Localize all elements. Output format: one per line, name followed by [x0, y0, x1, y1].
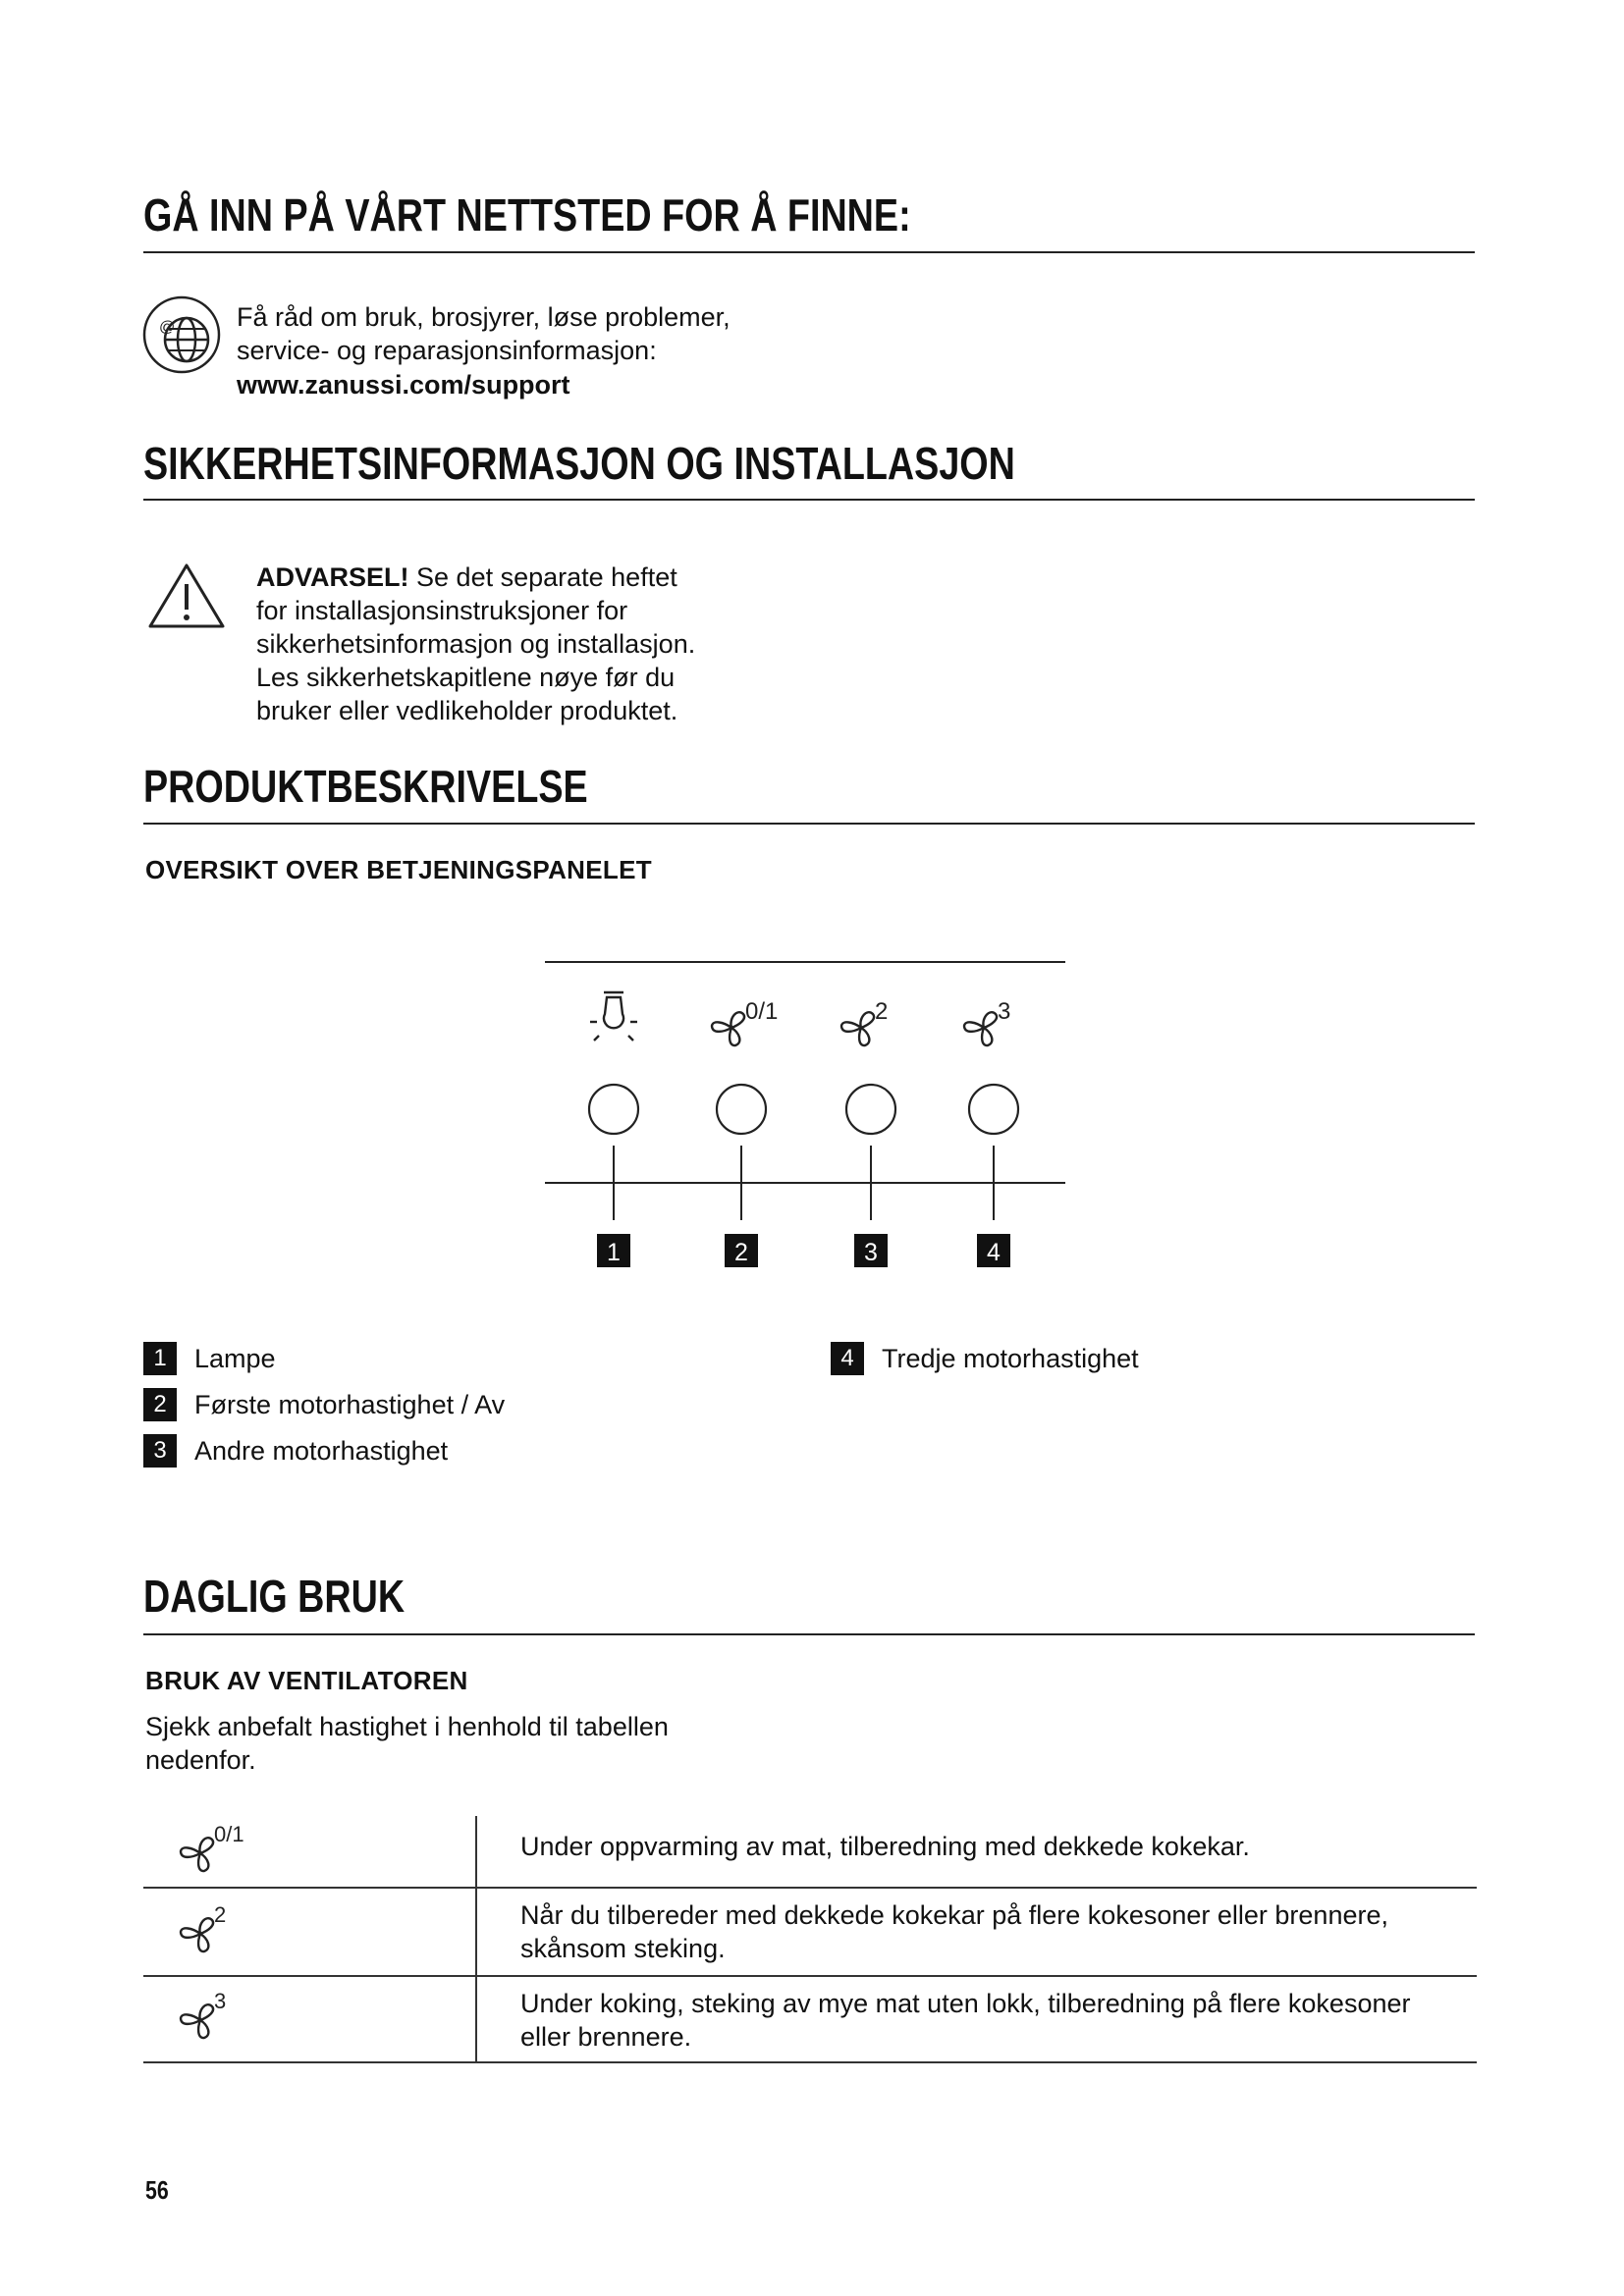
subheading-fan: BRUK AV VENTILATOREN	[145, 1666, 468, 1695]
heading-website: GÅ INN PÅ VÅRT NETTSTED FOR Å FINNE:	[143, 189, 911, 240]
fan-speed-3-label: 3	[998, 998, 1011, 1025]
heading-daily-use: DAGLIG BRUK	[143, 1571, 406, 1622]
warning-line-5: bruker eller vedlikeholder produktet.	[256, 696, 678, 725]
intro-line-1: Sjekk anbefalt hastighet i henhold til tabellen	[145, 1712, 669, 1741]
support-link[interactable]: www.zanussi.com/support	[237, 370, 570, 400]
web-globe-icon	[141, 294, 222, 375]
table-cell-line: Under koking, steking av mye mat uten lokk, tilberedning på flere kokesoner	[520, 1989, 1411, 2018]
heading-rule	[143, 251, 1475, 253]
warning-text: Se det separate heftet	[416, 562, 677, 592]
legend-number: 4	[831, 1342, 864, 1375]
warning-label: ADVARSEL!	[256, 562, 409, 592]
legend-number: 1	[143, 1342, 177, 1375]
legend-text: Første motorhastighet / Av	[194, 1389, 506, 1419]
callout-2: 2	[734, 1239, 748, 1266]
heading-rule	[143, 1633, 1475, 1635]
table-speed-label: 3	[214, 1989, 227, 2013]
callout-4: 4	[987, 1239, 1001, 1266]
heading-product: PRODUKTBESKRIVELSE	[143, 761, 588, 812]
table-cell-line: skånsom steking.	[520, 1934, 726, 1963]
heading-rule	[143, 499, 1475, 501]
table-cell-line: eller brennere.	[520, 2022, 692, 2052]
fan-speed-2-label: 2	[875, 998, 889, 1025]
table-speed-label: 2	[214, 1902, 227, 1927]
heading-safety: SIKKERHETSINFORMASJON OG INSTALLASJON	[143, 438, 1015, 489]
lamp-icon	[590, 992, 637, 1041]
legend-number: 3	[143, 1434, 177, 1468]
legend-item	[831, 1342, 1139, 1375]
fan-speed-3-icon	[964, 1012, 997, 1045]
speed-1-button[interactable]	[717, 1085, 766, 1134]
svg-text:@: @	[159, 319, 176, 336]
warning-line-4: Les sikkerhetskapitlene nøye før du	[256, 663, 676, 692]
table-row-rule	[143, 1887, 1477, 1889]
legend-number: 2	[143, 1388, 177, 1421]
website-line-2: service- og reparasjonsinformasjon:	[237, 336, 657, 365]
table-row-rule	[143, 2061, 1477, 2063]
table-divider	[475, 1816, 477, 2063]
legend-item	[143, 1342, 276, 1375]
legend-text: Tredje motorhastighet	[882, 1343, 1139, 1373]
heading-rule	[143, 823, 1475, 825]
fan-speed-2-icon	[841, 1012, 874, 1045]
warning-line-1	[256, 561, 677, 594]
legend-text: Andre motorhastighet	[194, 1435, 449, 1466]
legend-item	[143, 1434, 448, 1468]
fan-speed-1-icon	[712, 1012, 744, 1045]
callout-1: 1	[607, 1239, 621, 1266]
lamp-button[interactable]	[589, 1085, 638, 1134]
subheading-panel: OVERSIKT OVER BETJENINGSPANELET	[145, 855, 652, 884]
speed-3-button[interactable]	[969, 1085, 1018, 1134]
legend-text: Lampe	[194, 1343, 276, 1373]
legend-item	[143, 1388, 505, 1421]
table-fan-speed-1-icon	[177, 1818, 285, 1877]
table-fan-speed-3-icon	[177, 1985, 285, 2044]
fan-speed-1-label: 0/1	[745, 998, 779, 1025]
table-cell-line: Under oppvarming av mat, tilberedning med dekkede kokekar.	[520, 1832, 1250, 1861]
control-panel-diagram	[540, 957, 1070, 1281]
warning-triangle-icon	[147, 562, 226, 629]
warning-line-3: sikkerhetsinformasjon og installasjon.	[256, 629, 696, 659]
speed-2-button[interactable]	[846, 1085, 895, 1134]
intro-line-2: nedenfor.	[145, 1745, 256, 1775]
website-line-1: Få råd om bruk, brosjyrer, løse problemer,	[237, 302, 731, 332]
callout-3: 3	[864, 1239, 878, 1266]
warning-line-2: for installasjonsinstruksjoner for	[256, 596, 628, 625]
table-row-rule	[143, 1975, 1477, 1977]
table-cell-line: Når du tilbereder med dekkede kokekar på flere kokesoner eller brennere,	[520, 1900, 1388, 1930]
table-speed-label: 0/1	[214, 1822, 244, 1846]
table-fan-speed-2-icon	[177, 1898, 285, 1957]
page-number: 56	[145, 2175, 169, 2205]
